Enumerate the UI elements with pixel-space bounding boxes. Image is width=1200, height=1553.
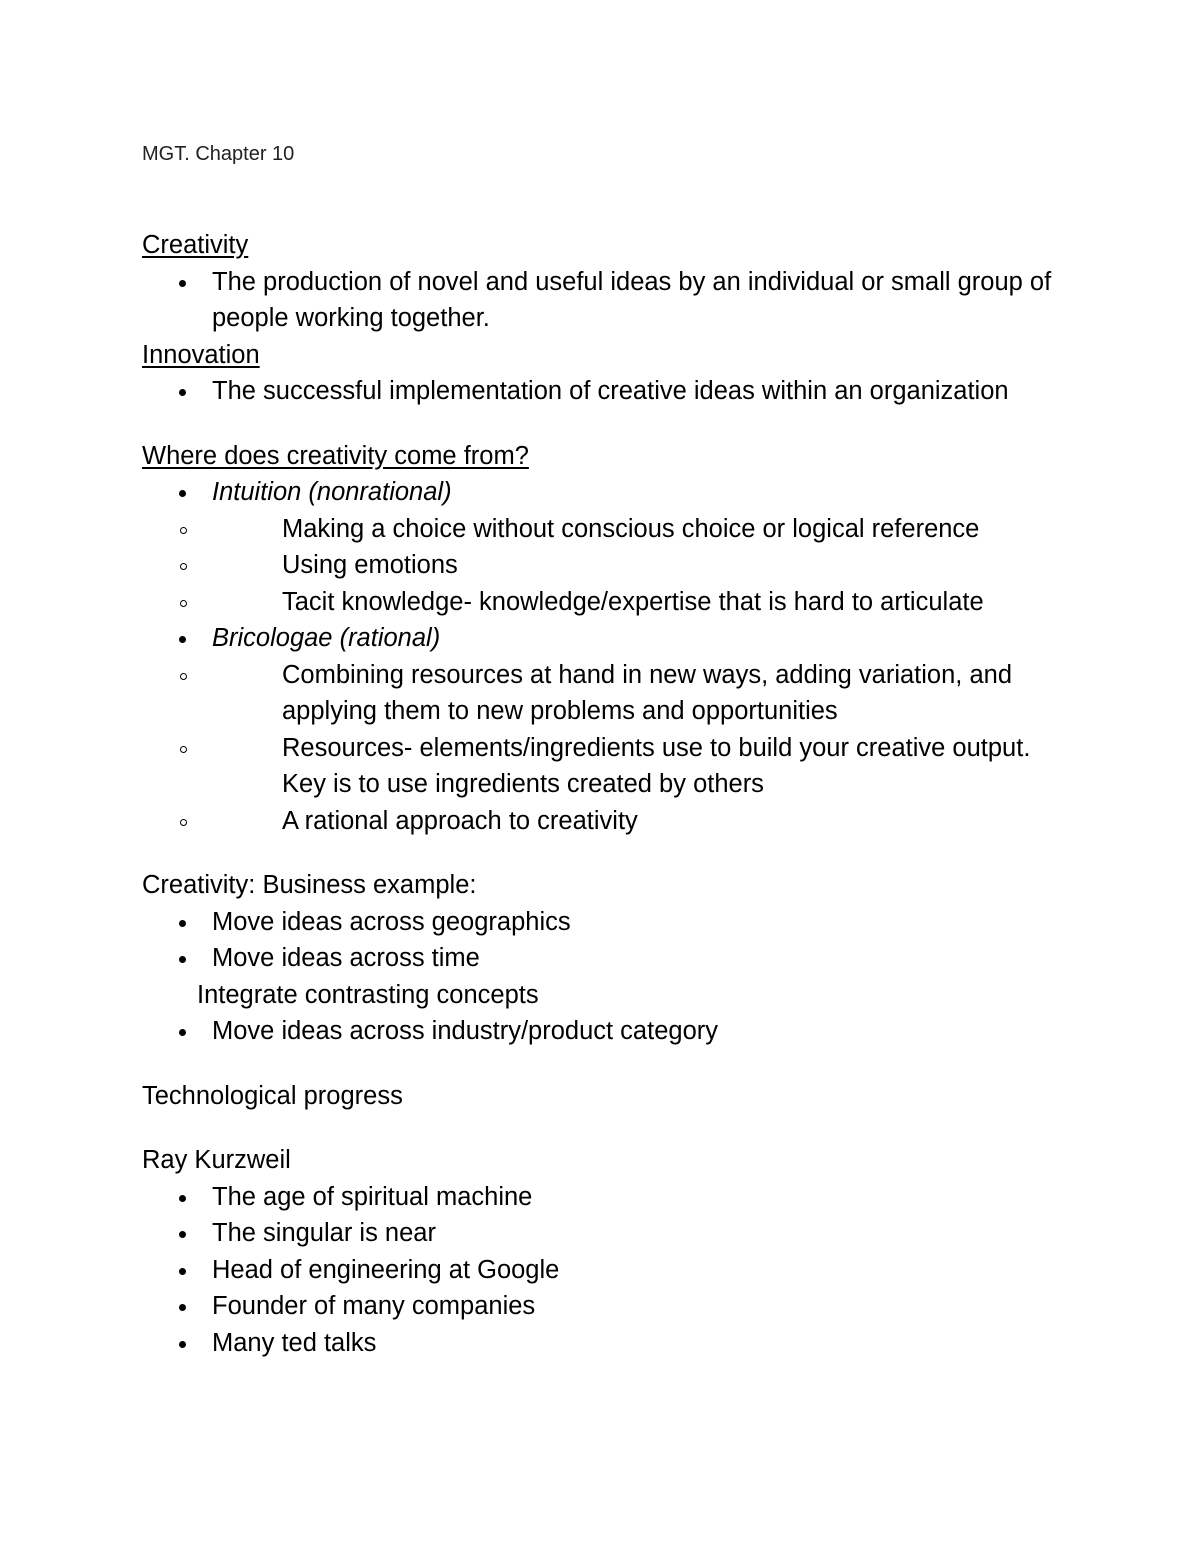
sub-list-item: Combining resources at hand in new ways, adding variation, and applying them to new problems and opportunities bbox=[142, 657, 1052, 730]
section-heading-where: Where does creativity come from? bbox=[142, 441, 529, 470]
spacer bbox=[142, 1050, 1052, 1078]
section-heading-innovation: Innovation bbox=[142, 340, 260, 369]
sub-list-item: Using emotions bbox=[142, 547, 1052, 584]
list-item: Move ideas across geographics bbox=[142, 904, 1052, 941]
spacer bbox=[142, 410, 1052, 438]
section-heading-creativity: Creativity bbox=[142, 231, 249, 259]
intuition-sublist bbox=[142, 511, 1052, 621]
sub-list-item: Making a choice without conscious choice or logical reference bbox=[142, 511, 1052, 548]
sub-list-item: Tacit knowledge- knowledge/expertise that is hard to articulate bbox=[142, 584, 1052, 621]
section-heading-tech: Technological progress bbox=[142, 1081, 403, 1110]
bricologae-label: Bricologae (rational) bbox=[212, 624, 441, 652]
sub-list-item: Resources- elements/ingredients use to build your creative output. Key is to use ingredients created by others bbox=[142, 730, 1052, 803]
list-item: Move ideas across time bbox=[142, 940, 1052, 977]
list-item-bricologae bbox=[142, 620, 1052, 839]
document-title: MGT. Chapter 10 bbox=[142, 143, 295, 165]
list-item: Head of engineering at Google bbox=[142, 1252, 1052, 1289]
section-heading-kurzweil: Ray Kurzweil bbox=[142, 1146, 291, 1174]
list-item: Many ted talks bbox=[142, 1325, 1052, 1362]
creativity-list bbox=[142, 264, 1052, 337]
list-item: Founder of many companies bbox=[142, 1288, 1052, 1325]
list-item: Move ideas across industry/product category bbox=[142, 1013, 1052, 1050]
spacer bbox=[142, 839, 1052, 867]
list-item-intuition bbox=[142, 474, 1052, 620]
bricologae-sublist bbox=[142, 657, 1052, 840]
spacer bbox=[142, 1114, 1052, 1142]
list-item: The age of spiritual machine bbox=[142, 1179, 1052, 1216]
document-content bbox=[142, 227, 1052, 1361]
list-item: The production of novel and useful ideas by an individual or small group of people working together. bbox=[142, 264, 1052, 337]
business-list bbox=[142, 904, 1052, 977]
sub-list-item: A rational approach to creativity bbox=[142, 803, 1052, 840]
list-item: The singular is near bbox=[142, 1215, 1052, 1252]
business-list-2 bbox=[142, 1013, 1052, 1050]
list-item: The successful implementation of creative ideas within an organization bbox=[142, 373, 1052, 410]
kurzweil-list bbox=[142, 1179, 1052, 1362]
intuition-label: Intuition (nonrational) bbox=[212, 478, 452, 506]
where-list bbox=[142, 474, 1052, 839]
unbulleted-line: Integrate contrasting concepts bbox=[197, 980, 539, 1009]
innovation-list bbox=[142, 373, 1052, 410]
section-heading-business: Creativity: Business example: bbox=[142, 871, 477, 899]
